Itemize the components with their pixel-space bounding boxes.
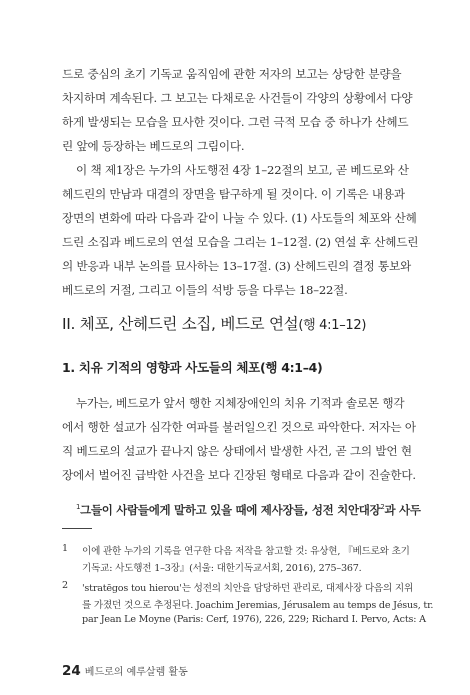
body-line: 직 베드로의 설교가 끝나지 않은 상태에서 발생한 사건, 곧 그의 발언 현 (62, 444, 412, 458)
footnote-divider (62, 528, 92, 529)
page-footer (62, 660, 188, 679)
page-number: 24 (62, 663, 81, 679)
verse-text-a: 그들이 사람들에게 말하고 있을 때에 제사장들, 성전 치안대장 (80, 503, 381, 517)
footnote-line: 'stratēgos tou hierou'는 성전의 치안을 담당하던 관리로, 대제사장 다음의 지위 (82, 583, 414, 594)
footnote-ref: 2 (380, 503, 385, 512)
footnote-line: par Jean Le Moyne (Paris: Cerf, 1976), 226, 229; Richard I. Pervo, Acts: A (82, 614, 426, 625)
body-line: 장에서 벌어진 급박한 사건을 보다 긴장된 형태로 다음과 같이 진술한다. (62, 468, 416, 482)
running-title: 베드로의 예루살렘 활동 (84, 667, 188, 678)
section-heading (62, 312, 366, 334)
body-line: 헤드린의 만남과 대결의 장면을 탐구하게 될 것이다. 이 기록은 내용과 (62, 187, 405, 201)
subsection-heading: 1. 치유 기적의 영향과 사도들의 체포(행 4:1–4) (62, 360, 323, 375)
body-line: 하게 발생되는 모습을 묘사한 것이다. 그런 극적 모습 중 하나가 산헤드 (62, 115, 409, 129)
verse-text-b: 과 사두 (384, 503, 421, 517)
body-line: 장면의 변화에 따라 다음과 같이 나눌 수 있다. (1) 사도들의 체포와 산헤 (62, 211, 417, 225)
footnote-number: 1 (62, 543, 68, 554)
section-heading-ref: (행 4:1–12) (298, 318, 367, 333)
body-line: 드로 중심의 초기 기독교 움직임에 관한 저자의 보고는 상당한 분량을 (62, 67, 402, 81)
footnote-line: 이에 관한 누가의 기록을 연구한 다음 저작을 참고할 것: 유상현, 『베드로와 초기 (82, 546, 410, 557)
verse-number: 1 (76, 503, 81, 512)
body-line: 에서 행한 설교가 심각한 여파를 불러일으킨 것으로 파악한다. 저자는 아 (62, 420, 416, 434)
body-line: 린 앞에 등장하는 베드로의 그림이다. (62, 139, 245, 153)
body-line: 드린 소집과 베드로의 연설 모습을 그리는 1–12절. (2) 연설 후 산헤드린 (62, 235, 419, 249)
body-line: 차지하며 계속된다. 그 보고는 다채로운 사건들이 각양의 상황에서 다양 (62, 91, 413, 105)
footnote-number: 2 (62, 580, 68, 591)
body-line: 의 반응과 내부 논의를 묘사하는 13–17절. (3) 산헤드린의 결정 통보와 (62, 259, 411, 273)
footnote-line: 기독교: 사도행전 1–3장』(서울: 대한기독교서회, 2016), 275–367. (82, 563, 362, 574)
section-heading-text: II. 체포, 산헤드린 소집, 베드로 연설 (62, 315, 299, 333)
body-line: 이 책 제1장은 누가의 사도행전 4장 1–22절의 보고, 곧 베드로와 산 (76, 163, 409, 177)
body-line: 누가는, 베드로가 앞서 행한 지체장애인의 치유 기적과 솔로몬 행각 (76, 396, 405, 410)
footnote-line: 를 가졌던 것으로 추정된다. Joachim Jeremias, Jérusalem au temps de Jésus, tr. (82, 600, 434, 611)
verse-quote (76, 502, 421, 518)
body-line: 베드로의 거절, 그리고 이들의 석방 등을 다루는 18–22절. (62, 283, 348, 297)
